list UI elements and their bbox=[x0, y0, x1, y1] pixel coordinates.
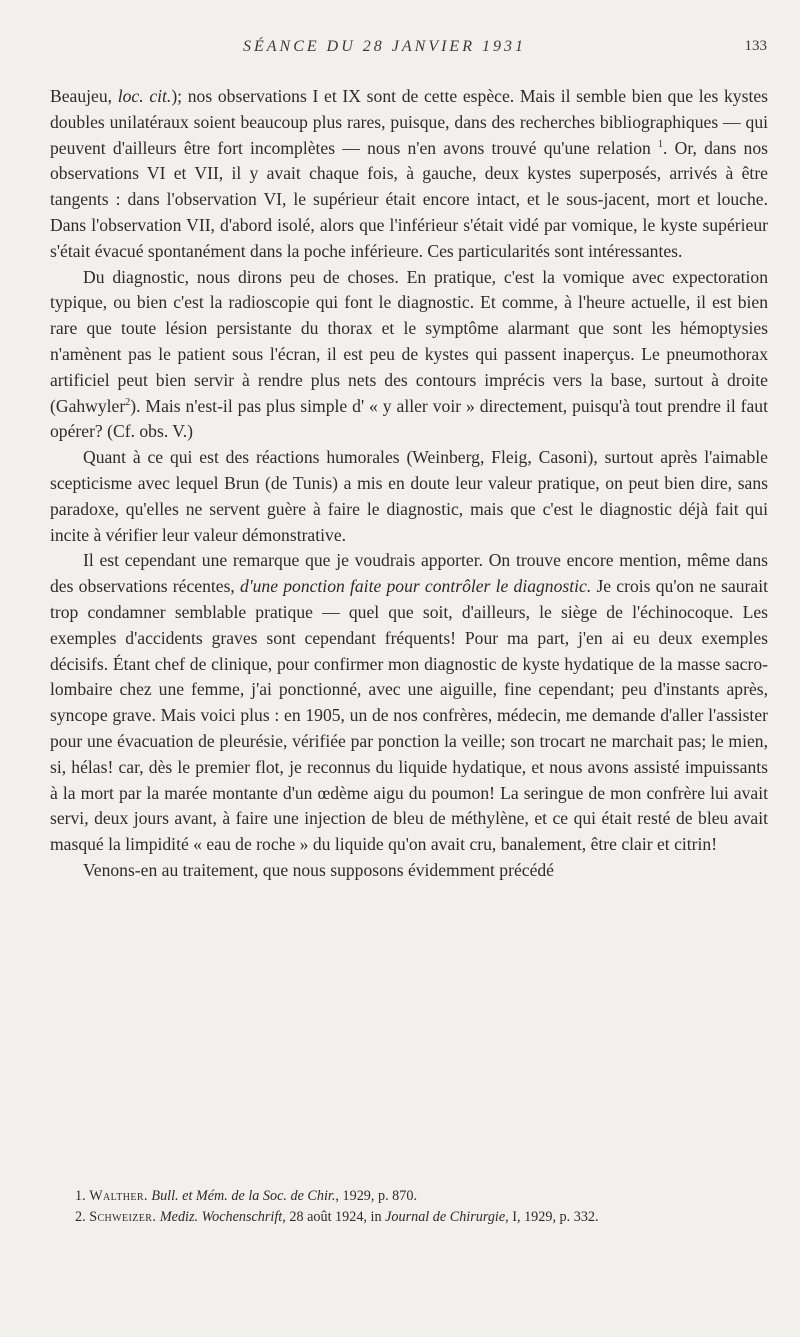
paragraph-ponction bbox=[50, 548, 768, 858]
running-title: SÉANCE DU 28 JANVIER 1931 bbox=[243, 38, 526, 55]
paragraph-diagnostic bbox=[50, 265, 768, 446]
footnote-middle: , 28 août 1924, in bbox=[282, 1208, 386, 1225]
footnote-details: , I, 1929, p. 332. bbox=[505, 1208, 599, 1225]
running-head bbox=[0, 38, 800, 60]
footnote-1 bbox=[50, 1186, 768, 1207]
footnote-number: 2. bbox=[75, 1208, 86, 1225]
footnote-ref-1: 1 bbox=[658, 138, 664, 150]
text-run: Du diagnostic, nous dirons peu de choses. En pratique, c'est la vomique avec expectoration typique, ou bien c'est la radioscopie qui font le diagnostic. Et comme, à l'heure actuelle, il est bien rare que toute lésion persistante du thorax et le symptôme alarmant que sont les hémoptysies n'amènent pas le patient sous l'écran, il est peu de kystes qui passent inaperçus. Le pneumothorax artificiel peut bien servir à rendre plus nets des contours imprécis vers la base, surtout à droite (Gahwyler bbox=[50, 266, 768, 416]
paragraph-traitement: Venons-en au traitement, que nous supposons évidemment précédé bbox=[83, 859, 554, 880]
text-run: Beaujeu, bbox=[50, 86, 118, 106]
footnote-2 bbox=[50, 1207, 768, 1228]
italic-emphasis: d'une ponction faite pour contrôler le diagnostic. bbox=[240, 576, 592, 597]
text-run: ). Mais n'est-il pas plus simple d' « y aller voir » directement, puisqu'à tout prendre il faut opérer? (Cf. obs. V.) bbox=[50, 395, 768, 442]
text-run: . Or, dans nos observations VI et VII, il y avait chaque fois, à gauche, deux kystes superposés, arrivés à être tangents : dans l'observation VI, le supérieur était encore intact, et le sous-jacent, mort et louche. Dans l'observation VII, d'abord isolé, alors que l'inférieur s'était vidé par vomique, le kyste supérieur s'était évacué spontanément dans la poche inférieure. Ces particularités sont intéressantes. bbox=[50, 137, 769, 261]
footnote-number: 1. bbox=[75, 1188, 86, 1204]
text-run: ); nos observations I et IX sont de cette espèce. Mais il semble bien que les kystes doubles unilatéraux soient beaucoup plus rares, puisque, dans des recherches bibliographiques — qui peuvent d'ailleurs être fort incomplètes — nous n'en avons trouvé qu'une relation bbox=[50, 86, 768, 158]
footnote-source: Bull. et Mém. de la Soc. de Chir. bbox=[151, 1188, 336, 1204]
paragraph-reactions-humorales: Quant à ce qui est des réactions humorales (Weinberg, Fleig, Casoni), surtout après l'aimable scepticisme avec lequel Brun (de Tunis) a mis en doute leur valeur pratique, on peut bien dire, sans paradoxe, qu'elles ne servent guère à faire le diagnostic, mais que c'est le diagnostic déjà fait qui incite à vérifier leur valeur démonstrative. bbox=[50, 447, 768, 545]
page-number: 133 bbox=[744, 38, 767, 54]
footnote-details: , 1929, p. 870. bbox=[335, 1188, 417, 1204]
footnote-author: Schweizer. bbox=[89, 1208, 157, 1225]
footnote-source-2: Journal de Chirurgie bbox=[385, 1208, 506, 1225]
footnotes bbox=[50, 1186, 768, 1227]
text-run: Je crois qu'on ne saurait trop condamner semblable pratique — quel que soit, d'ailleurs, le siège de l'échinocoque. Les exemples d'accidents graves sont cependant fréquents! Pour ma part, j'en ai eu deux exemples décisifs. Étant chef de clinique, pour confirmer mon diagnostic de kyste hydatique de la masse sacro-lombaire chez une femme, j'ai ponctionné, avec une aiguille, fine cependant; peu d'instants après, syncope grave. Mais voici plus : en 1905, un de nos confrères, médecin, me demande d'aller l'assister pour une évacuation de pleurésie, vérifiée par ponction la veille; son trocart ne marchait pas; le mien, si, hélas! car, dès le premier flot, je reconnus du liquide hydatique, et nous avons assisté impuissants à la mort par la marée montante d'un œdème aigu du poumon! La seringue de mon confrère lui avait servi, deux jours avant, à faire une injection de bleu de méthylène, et ce qui était resté de bleu avait masqué la limpidité « eau de roche » du liquide qu'on avait cru, banalement, être clair et citrin! bbox=[50, 576, 768, 855]
paragraph-kystes-doubles bbox=[50, 84, 768, 265]
footnote-ref-2: 2 bbox=[125, 396, 131, 408]
footnote-source: Mediz. Wochenschrift bbox=[159, 1208, 283, 1225]
italic-citation: loc. cit. bbox=[117, 86, 172, 106]
body-text bbox=[50, 84, 768, 884]
footnote-author: Walther. bbox=[89, 1188, 148, 1204]
text-run: Il est cependant une remarque que je voudrais apporter. On trouve encore mention, même dans des observations récentes, bbox=[50, 550, 768, 597]
